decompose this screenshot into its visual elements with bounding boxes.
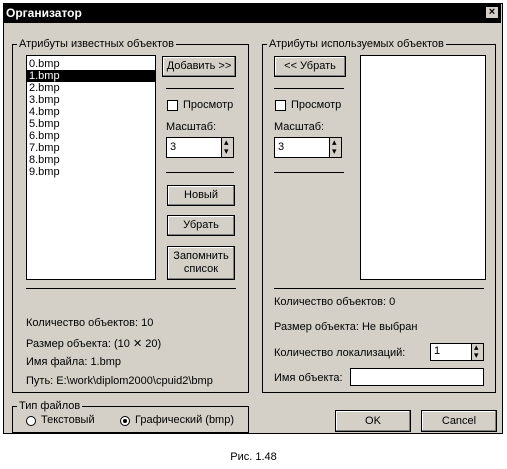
new-button[interactable]: Новый xyxy=(167,185,235,206)
list-item[interactable]: 6.bmp xyxy=(29,130,60,142)
list-item[interactable]: 5.bmp xyxy=(29,118,60,130)
object-name-input[interactable] xyxy=(350,368,484,386)
used-preview-label: Просмотр xyxy=(291,99,342,111)
known-preview-label: Просмотр xyxy=(183,99,234,111)
close-icon: × xyxy=(488,6,496,18)
loc-count-spinner[interactable] xyxy=(430,343,484,361)
spin-down-icon[interactable]: ▾ xyxy=(332,146,337,156)
save-list-label-line2: список xyxy=(183,263,219,275)
spin-up-icon[interactable]: ▴ xyxy=(224,137,229,147)
loc-count-arrows[interactable] xyxy=(471,344,483,360)
list-item[interactable]: 7.bmp xyxy=(29,142,60,154)
list-item[interactable]: 9.bmp xyxy=(29,166,60,178)
used-scale-label: Масштаб: xyxy=(274,121,325,133)
remove-known-button[interactable]: Убрать xyxy=(167,215,235,236)
add-button[interactable]: Добавить >> xyxy=(162,56,236,77)
save-list-label-line1: Запомнить xyxy=(173,250,229,262)
spin-down-icon[interactable]: ▾ xyxy=(224,146,229,156)
known-count-text: Количество объектов: 10 xyxy=(26,317,154,329)
graphic-radio[interactable] xyxy=(120,416,130,426)
cancel-button[interactable]: Cancel xyxy=(421,410,497,432)
title-bar xyxy=(3,3,501,23)
spin-up-icon[interactable]: ▴ xyxy=(474,342,479,352)
known-preview-checkbox[interactable] xyxy=(167,100,178,111)
loc-count-label: Количество локализаций: xyxy=(274,347,406,359)
text-radio[interactable] xyxy=(26,416,36,426)
list-item[interactable]: 4.bmp xyxy=(29,106,60,118)
list-item[interactable]: 2.bmp xyxy=(29,82,60,94)
used-preview-checkbox[interactable] xyxy=(275,100,286,111)
known-objects-legend: Атрибуты известных объектов xyxy=(19,38,174,50)
file-type-legend: Тип файлов xyxy=(19,400,81,412)
known-filename-text: Имя файла: 1.bmp xyxy=(26,356,122,368)
spin-down-icon[interactable]: ▾ xyxy=(474,350,479,360)
used-scale-value: 3 xyxy=(278,141,285,153)
save-list-button[interactable] xyxy=(167,246,235,280)
graphic-radio-label: Графический (bmp) xyxy=(135,414,234,426)
loc-count-value: 1 xyxy=(434,345,441,357)
known-path-text: Путь: E:\work\diplom2000\cpuid2\bmp xyxy=(26,375,213,387)
divider xyxy=(26,288,236,289)
spin-up-icon[interactable]: ▴ xyxy=(332,137,337,147)
known-size-text: Размер объекта: (10 ✕ 20) xyxy=(26,338,162,350)
divider xyxy=(274,288,484,289)
divider xyxy=(166,88,234,89)
used-count-text: Количество объектов: 0 xyxy=(274,296,396,308)
window-title: Организатор xyxy=(6,6,82,20)
close-button[interactable] xyxy=(485,6,499,19)
known-scale-arrows[interactable] xyxy=(221,138,233,157)
list-item[interactable]: 0.bmp xyxy=(29,58,60,70)
known-files-list[interactable] xyxy=(26,55,156,280)
list-item[interactable]: 1.bmp xyxy=(27,70,155,82)
figure-caption: Рис. 1.48 xyxy=(230,451,277,463)
divider xyxy=(166,172,234,173)
used-objects-legend: Атрибуты используемых объектов xyxy=(269,38,444,50)
divider xyxy=(274,88,344,89)
object-name-label: Имя объекта: xyxy=(274,372,343,384)
used-scale-arrows[interactable] xyxy=(329,138,341,157)
ok-button[interactable]: OK xyxy=(335,410,411,432)
list-item[interactable]: 3.bmp xyxy=(29,94,60,106)
list-item[interactable]: 8.bmp xyxy=(29,154,60,166)
remove-used-button[interactable]: << Убрать xyxy=(274,56,346,77)
known-scale-label: Масштаб: xyxy=(166,121,217,133)
divider xyxy=(274,172,344,173)
used-scale-spinner[interactable] xyxy=(274,137,342,158)
known-scale-value: 3 xyxy=(170,141,177,153)
used-size-text: Размер объекта: Не выбран xyxy=(274,321,418,333)
used-objects-list[interactable] xyxy=(360,55,486,280)
known-scale-spinner[interactable] xyxy=(166,137,234,158)
text-radio-label: Текстовый xyxy=(41,414,95,426)
